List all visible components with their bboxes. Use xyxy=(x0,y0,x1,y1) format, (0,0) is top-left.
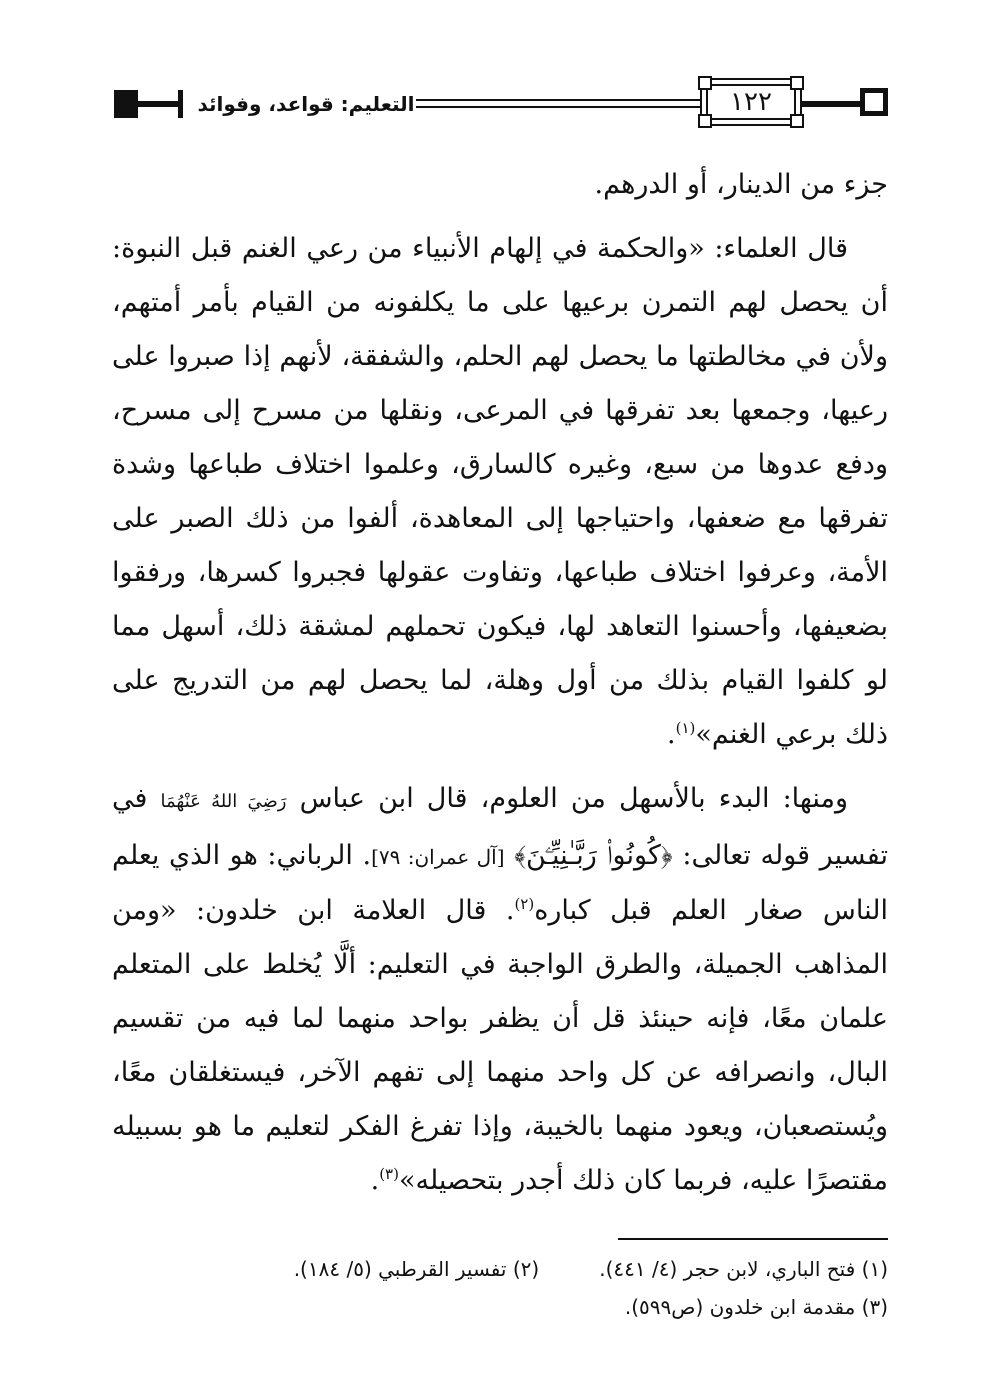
page-number-frame xyxy=(700,78,802,126)
punctuation: . xyxy=(370,1165,380,1196)
footnotes xyxy=(112,1250,888,1326)
running-title: التعليم: قواعد، وفوائد xyxy=(196,84,416,124)
footnote-row xyxy=(112,1288,888,1326)
footnote-ref: (٢) xyxy=(514,895,535,913)
footnote-separator xyxy=(618,1238,888,1240)
header-rule-left xyxy=(138,101,178,107)
footnote-ref: (٣) xyxy=(379,1165,399,1183)
footnote-row xyxy=(112,1250,888,1288)
honorific: رَضِيَ اللهُ عَنْهُمَا xyxy=(160,791,287,812)
header-rule-right xyxy=(802,101,860,107)
paragraph xyxy=(112,222,888,762)
header-ornament-box xyxy=(860,88,888,116)
paragraph-text: . قال العلامة ابن خلدون: «ومن المذاهب الجميلة، والطرق الواجبة في التعليم: ألَّا يُخلط على المتعلم علمان معًا، فإنه حينئذ قل أن يظفر بواحد منهما لما فيه من تقسيم البال، وانصرافه عن كل واحد منهما إلى تفهم الآخر، فيستغلقان معًا، ويُستصعبان، ويعود منهما بالخيبة، وإذا تفرغ الفكر لتعليم ما هو بسبيله مقتصرًا عليه، فربما كان ذلك أجدر بتحصيله» xyxy=(112,895,888,1196)
paragraph-text: . الرباني: هو الذي يعلم الناس صغار العلم قبل كباره xyxy=(112,840,888,926)
footnote-2: (٢) تفسير القرطبي (٥/ ١٨٤). xyxy=(293,1257,540,1281)
header-divider-bar xyxy=(178,90,183,118)
footnote-3: (٣) مقدمة ابن خلدون (ص٥٩٩). xyxy=(624,1295,888,1319)
paragraph xyxy=(112,772,888,1208)
page-number: ١٢٢ xyxy=(730,87,772,117)
page-header xyxy=(108,78,888,130)
quran-reference: [آل عمران: ٧٩] xyxy=(371,845,505,869)
paragraph-text: ومنها: البدء بالأسهل من العلوم، قال ابن عباس xyxy=(299,783,848,814)
header-ornament-block xyxy=(114,90,138,118)
punctuation: . xyxy=(667,719,676,750)
paragraph-text: قال العلماء: «والحكمة في إلهام الأنبياء من رعي الغنم قبل النبوة: أن يحصل لهم التمرن برعيها على ما يكلفونه من القيام بأمر أمتهم، ولأن في مخالطتها ما يحصل لهم الحلم، والشفقة، لأنهم إذا صبروا على رعيها، وجمعها بعد تفرقها في المرعى، ونقلها من مسرح إلى مسرح، ودفع عدوها من سبع، وغيره كالسارق، وعلموا اختلاف طباعها وشدة تفرقها مع ضعفها، واحتياجها إلى المعاهدة، ألفوا من ذلك الصبر على الأمة، وعرفوا اختلاف طباعها، وتفاوت عقولها فجبروا كسرها، ورفقوا بضعيفها، وأحسنوا التعاهد لها، فيكون تحملهم لمشقة ذلك، أسهل مما لو كلفوا القيام بذلك من أول وهلة، لما يحصل لهم من التدريج على ذلك برعي الغنم» xyxy=(112,233,888,750)
main-text xyxy=(112,158,888,1208)
header-rule-middle-bottom xyxy=(408,106,700,108)
paragraph-text: جزء من الدينار، أو الدرهم. xyxy=(594,169,888,200)
footnote-1: (١) فتح الباري، لابن حجر (٤/ ٤٤١). xyxy=(599,1257,888,1281)
header-rule-middle-top xyxy=(408,99,700,101)
footnote-ref: (١) xyxy=(675,719,696,737)
quran-verse: في تفسير قوله تعالى: ﴿كُونُوا۟ رَبَّـٰنِيِّـۧنَ﴾ xyxy=(112,783,888,871)
paragraph xyxy=(112,158,888,212)
